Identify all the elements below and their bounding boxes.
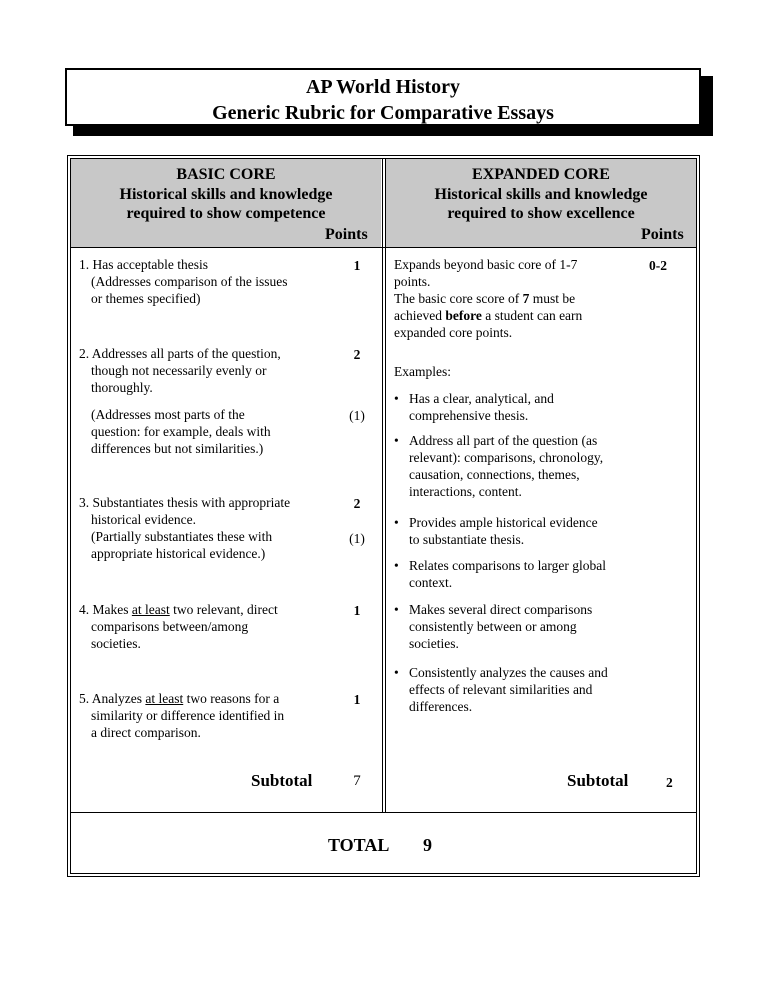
basic-item-2-partial: [91, 406, 321, 457]
expanded-points-label: Points: [641, 226, 684, 243]
basic-core-header: [71, 165, 381, 224]
basic-item-1-line: or themes specified): [91, 291, 201, 306]
basic-item-3-points: 2: [353, 496, 361, 511]
expanded-intro-text: must be: [529, 291, 576, 306]
expanded-bullet-1: [391, 390, 651, 424]
expanded-intro-text: The basic core score of: [394, 291, 523, 306]
header-divider: [70, 247, 697, 248]
basic-item-5-points: 1: [353, 692, 361, 707]
expanded-subtotal-label: Subtotal: [567, 771, 629, 790]
basic-item-2-partial-line: (Addresses most parts of the: [91, 407, 245, 422]
basic-item-4-text: 4. Makes: [79, 602, 132, 617]
bullet-item: [391, 514, 651, 548]
basic-item-4-line: comparisons between/among: [91, 619, 249, 634]
expanded-bullet-6: [391, 664, 651, 715]
total-value: 9: [423, 835, 432, 855]
examples-label: Examples:: [394, 364, 451, 379]
basic-item-1-points: 1: [353, 258, 361, 273]
basic-item-5-line: [79, 690, 329, 707]
bullet-line: • Address all part of the question (as: [409, 433, 598, 448]
expanded-intro-bold: 7: [522, 291, 530, 306]
bullet-line: consistently between or among: [409, 619, 577, 634]
expanded-bullet-3: [391, 514, 651, 548]
bullet-line: • Consistently analyzes the causes and: [409, 665, 608, 680]
basic-item-2-line: though not necessarily evenly or: [91, 363, 267, 378]
expanded-core-subtitle-1: Historical skills and knowledge: [434, 185, 648, 203]
bullet-line: • Makes several direct comparisons: [409, 602, 593, 617]
column-divider: [382, 158, 383, 813]
basic-item-4-text: two relevant, direct: [169, 602, 278, 617]
basic-item-1-line: (Addresses comparison of the issues: [91, 274, 288, 289]
bullet-line: comprehensive thesis.: [409, 408, 529, 423]
expanded-points: 0-2: [649, 258, 667, 273]
basic-item-1-line: 1. Has acceptable thesis: [79, 257, 208, 272]
title-line-2: Generic Rubric for Comparative Essays: [212, 102, 554, 124]
total-label: TOTAL: [328, 835, 390, 855]
basic-item-5-underlined: at least: [145, 691, 184, 706]
expanded-bullet-2: [391, 432, 651, 500]
basic-item-3-line: (Partially substantiates these with: [91, 529, 273, 544]
bullet-line: causation, connections, themes,: [409, 467, 580, 482]
bullet-item: [391, 557, 651, 591]
bullet-line: interactions, content.: [409, 484, 522, 499]
basic-item-2: [79, 345, 319, 396]
basic-subtotal-value: 7: [353, 773, 361, 789]
expanded-intro: [394, 256, 624, 341]
basic-item-5: [79, 690, 329, 741]
bullet-line: • Has a clear, analytical, and: [409, 391, 554, 406]
expanded-core-subtitle-2: required to show excellence: [447, 205, 635, 222]
basic-item-2-line: thoroughly.: [91, 380, 153, 395]
basic-item-3: [79, 494, 329, 562]
expanded-intro-line: Expands beyond basic core of 1-7: [394, 257, 578, 272]
expanded-core-header: [386, 165, 696, 224]
basic-subtotal-label: Subtotal: [251, 771, 313, 790]
expanded-intro-line: [394, 307, 624, 324]
bullet-line: differences.: [409, 699, 473, 714]
expanded-intro-line: expanded core points.: [394, 325, 513, 340]
basic-item-4-points: 1: [353, 603, 361, 618]
basic-item-3-line: appropriate historical evidence.): [91, 546, 266, 561]
basic-core-title: BASIC CORE: [176, 166, 276, 183]
basic-item-1: [79, 256, 319, 307]
expanded-core-title: EXPANDED CORE: [472, 166, 610, 183]
bullet-line: relevant): comparisons, chronology,: [409, 450, 604, 465]
bullet-item: [391, 664, 651, 715]
bullet-line: effects of relevant similarities and: [409, 682, 593, 697]
basic-item-4-line: [79, 601, 329, 618]
expanded-bullet-4: [391, 557, 651, 591]
basic-item-2-partial-line: question: for example, deals with: [91, 424, 271, 439]
basic-item-3-line: 3. Substantiates thesis with appropriate: [79, 495, 291, 510]
column-divider-double: [385, 158, 386, 813]
bullet-line: to substantiate thesis.: [409, 532, 525, 547]
expanded-subtotal-value: 2: [666, 775, 673, 790]
expanded-intro-line: [394, 290, 624, 307]
expanded-bullet-5: [391, 601, 651, 652]
basic-item-5-text: 5. Analyzes: [79, 691, 146, 706]
basic-item-3-partial-points: (1): [349, 531, 365, 546]
expanded-intro-text: achieved: [394, 308, 446, 323]
basic-core-subtitle-1: Historical skills and knowledge: [119, 185, 333, 203]
bullet-item: [391, 432, 651, 500]
basic-item-5-line: a direct comparison.: [91, 725, 201, 740]
title-line-1: AP World History: [305, 76, 461, 98]
basic-core-subtitle-2: required to show competence: [126, 205, 326, 222]
basic-item-5-text: two reasons for a: [183, 691, 280, 706]
bullet-line: • Relates comparisons to larger global: [409, 558, 606, 573]
expanded-intro-bold: before: [445, 308, 482, 323]
total-divider: [70, 812, 697, 813]
basic-item-2-line: 2. Addresses all parts of the question,: [79, 346, 281, 361]
bullet-item: [391, 601, 651, 652]
basic-item-4: [79, 601, 329, 652]
basic-item-2-points: 2: [353, 347, 361, 362]
basic-item-3-line: historical evidence.: [91, 512, 196, 527]
document-title: [65, 68, 701, 126]
bullet-item: [391, 390, 651, 424]
expanded-intro-line: points.: [394, 274, 431, 289]
basic-item-4-underlined: at least: [131, 602, 170, 617]
basic-item-2-partial-line: differences but not similarities.): [91, 441, 264, 456]
bullet-line: societies.: [409, 636, 459, 651]
basic-item-4-line: societies.: [91, 636, 141, 651]
basic-item-2-partial-points: (1): [349, 408, 365, 423]
basic-item-5-line: similarity or difference identified in: [91, 708, 285, 723]
expanded-intro-text: a student can earn: [481, 308, 583, 323]
bullet-line: context.: [409, 575, 453, 590]
bullet-line: • Provides ample historical evidence: [409, 515, 598, 530]
basic-points-label: Points: [325, 226, 368, 243]
